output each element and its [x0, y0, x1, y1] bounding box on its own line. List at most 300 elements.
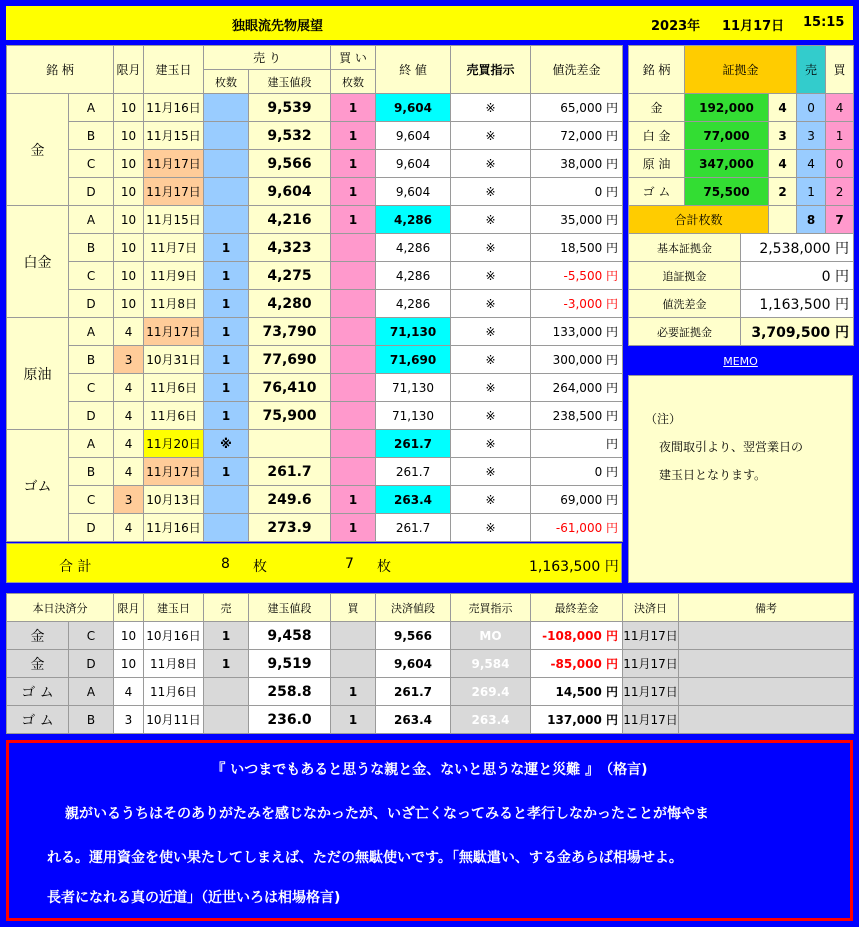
settle-note [679, 706, 854, 734]
sell-count [204, 486, 249, 514]
sell-count [204, 206, 249, 234]
contract-month: 3 [114, 346, 144, 374]
header-owarine: 終 値 [376, 46, 451, 94]
position-row [7, 430, 623, 458]
header-maisu-buy: 枚数 [331, 70, 376, 94]
position-row [7, 290, 623, 318]
buy-count [331, 290, 376, 318]
settle-header-kai: 買 [331, 594, 376, 622]
quote-line-4: 長者になれる真の近道」（近世いろは相場格言) [47, 890, 341, 906]
mark-to-market: 35,000 円 [531, 206, 623, 234]
contract-sub: B [69, 346, 114, 374]
settle-final-diff: -85,000 円 [531, 650, 623, 678]
trade-signal: ※ [451, 374, 531, 402]
contract-sub: B [69, 234, 114, 262]
commodity-group: ゴム [7, 430, 69, 542]
margin-total-label: 合計枚数 [629, 206, 769, 234]
settle-header-nedan: 建玉値段 [249, 594, 331, 622]
settlement-row [7, 706, 854, 734]
sell-count: 1 [204, 374, 249, 402]
settle-sub: D [69, 650, 114, 678]
margin-amount: 192,000 [685, 94, 769, 122]
close-price: 71,690 [376, 346, 451, 374]
trade-signal: ※ [451, 94, 531, 122]
total-sell: 8 [221, 556, 230, 572]
position-row [7, 402, 623, 430]
close-price: 4,286 [376, 206, 451, 234]
trade-signal: ※ [451, 178, 531, 206]
open-price: 4,280 [249, 290, 331, 318]
settle-date: 11月17日 [623, 678, 679, 706]
sell-count [204, 514, 249, 542]
mark-to-market: 72,000 円 [531, 122, 623, 150]
open-price: 9,604 [249, 178, 331, 206]
settle-price: 9,604 [376, 650, 451, 678]
close-price: 9,604 [376, 122, 451, 150]
contract-month: 4 [114, 402, 144, 430]
position-row [7, 234, 623, 262]
margin-summary-row [629, 318, 854, 346]
contract-sub: B [69, 122, 114, 150]
mark-to-market: 38,000 円 [531, 150, 623, 178]
sell-count: 1 [204, 262, 249, 290]
settle-sell [204, 678, 249, 706]
margin-buy: 0 [826, 150, 854, 178]
settle-open-date: 10月11日 [144, 706, 204, 734]
header-gengetsu: 限月 [114, 46, 144, 94]
mark-to-market: 0 円 [531, 178, 623, 206]
contract-sub: A [69, 94, 114, 122]
mark-to-market: 65,000 円 [531, 94, 623, 122]
open-price: 75,900 [249, 402, 331, 430]
settle-date: 11月17日 [623, 706, 679, 734]
contract-sub: C [69, 150, 114, 178]
close-price: 9,604 [376, 178, 451, 206]
contract-sub: A [69, 318, 114, 346]
margin-header-kai: 買 [826, 46, 854, 94]
open-price: 9,539 [249, 94, 331, 122]
trade-signal: ※ [451, 346, 531, 374]
contract-sub: A [69, 206, 114, 234]
buy-count: 1 [331, 486, 376, 514]
open-date: 11月20日 [144, 430, 204, 458]
open-price: 4,216 [249, 206, 331, 234]
summary-value: 1,163,500 円 [741, 290, 854, 318]
margin-summary-row [629, 290, 854, 318]
open-date: 11月17日 [144, 178, 204, 206]
settle-header-gengetsu: 限月 [114, 594, 144, 622]
settle-header-tategyokubi: 建玉日 [144, 594, 204, 622]
close-price: 71,130 [376, 374, 451, 402]
contract-sub: D [69, 402, 114, 430]
settle-commodity: ゴ ム [7, 678, 69, 706]
header-kai: 買 い [331, 46, 376, 70]
trade-signal: ※ [451, 150, 531, 178]
settle-signal: MO [451, 622, 531, 650]
commodity-group: 原油 [7, 318, 69, 430]
settle-commodity: 金 [7, 650, 69, 678]
time-label: 15:15 [803, 15, 845, 30]
mark-to-market: -61,000 円 [531, 514, 623, 542]
margin-row [629, 122, 854, 150]
settle-buy: 1 [331, 706, 376, 734]
close-price: 261.7 [376, 514, 451, 542]
contract-sub: C [69, 374, 114, 402]
buy-count [331, 374, 376, 402]
contract-sub: A [69, 430, 114, 458]
buy-count [331, 262, 376, 290]
trade-signal: ※ [451, 206, 531, 234]
close-price: 9,604 [376, 150, 451, 178]
mark-to-market: 円 [531, 430, 623, 458]
sell-count: 1 [204, 402, 249, 430]
contract-month: 10 [114, 206, 144, 234]
position-row [7, 458, 623, 486]
open-price: 77,690 [249, 346, 331, 374]
mark-to-market: 0 円 [531, 458, 623, 486]
settle-header-biko: 備考 [679, 594, 854, 622]
memo-line-2: 夜間取引より、翌営業日の [659, 440, 804, 454]
open-price [249, 430, 331, 458]
sell-count: ※ [204, 430, 249, 458]
margin-header-shokokin: 証拠金 [685, 46, 797, 94]
settle-price: 261.7 [376, 678, 451, 706]
position-row [7, 94, 623, 122]
close-price: 263.4 [376, 486, 451, 514]
margin-sell: 4 [797, 150, 826, 178]
trade-signal: ※ [451, 402, 531, 430]
buy-count [331, 234, 376, 262]
settle-date: 11月17日 [623, 622, 679, 650]
settle-month: 3 [114, 706, 144, 734]
trade-signal: ※ [451, 234, 531, 262]
settle-month: 10 [114, 650, 144, 678]
mark-to-market: 238,500 円 [531, 402, 623, 430]
open-price: 261.7 [249, 458, 331, 486]
close-price: 261.7 [376, 458, 451, 486]
open-date: 11月15日 [144, 122, 204, 150]
open-date: 10月31日 [144, 346, 204, 374]
contract-month: 10 [114, 234, 144, 262]
open-date: 11月16日 [144, 94, 204, 122]
margin-count: 4 [769, 150, 797, 178]
margin-amount: 77,000 [685, 122, 769, 150]
total-buy: 7 [345, 556, 354, 572]
mark-to-market: 133,000 円 [531, 318, 623, 346]
open-price: 9,532 [249, 122, 331, 150]
open-date: 11月16日 [144, 514, 204, 542]
margin-buy: 4 [826, 94, 854, 122]
open-date: 11月9日 [144, 262, 204, 290]
margin-count: 4 [769, 94, 797, 122]
mark-to-market: -3,000 円 [531, 290, 623, 318]
settle-note [679, 622, 854, 650]
close-price: 9,604 [376, 94, 451, 122]
settle-note [679, 678, 854, 706]
settle-date: 11月17日 [623, 650, 679, 678]
quote-line-1: 『 いつまでもあると思うな親と金、ないと思うな運と災難 』 （格言) [211, 762, 648, 778]
contract-month: 4 [114, 430, 144, 458]
contract-month: 4 [114, 458, 144, 486]
memo-line-3: 建玉日となります。 [659, 468, 767, 482]
margin-commodity: 白 金 [629, 122, 685, 150]
margin-buy: 2 [826, 178, 854, 206]
settle-final-diff: 137,000 円 [531, 706, 623, 734]
settle-note [679, 650, 854, 678]
settle-header-baibai: 売買指示 [451, 594, 531, 622]
open-date: 11月8日 [144, 290, 204, 318]
buy-count [331, 346, 376, 374]
close-price: 4,286 [376, 262, 451, 290]
settle-price: 263.4 [376, 706, 451, 734]
year-label: 2023年 [651, 19, 701, 34]
total-amount: 1,163,500 円 [529, 559, 619, 575]
settle-sub: C [69, 622, 114, 650]
buy-count: 1 [331, 206, 376, 234]
header-baibai: 売買指示 [451, 46, 531, 94]
contract-month: 4 [114, 514, 144, 542]
sell-count [204, 94, 249, 122]
position-row [7, 262, 623, 290]
margin-header-meigara: 銘 柄 [629, 46, 685, 94]
settle-header-uri: 売 [204, 594, 249, 622]
margin-sell: 3 [797, 122, 826, 150]
commodity-group: 白金 [7, 206, 69, 318]
margin-header-uri: 売 [797, 46, 826, 94]
contract-sub: D [69, 178, 114, 206]
settle-sell [204, 706, 249, 734]
contract-month: 10 [114, 122, 144, 150]
header-uri: 売 り [204, 46, 331, 70]
settle-month: 10 [114, 622, 144, 650]
quote-box [6, 740, 853, 921]
summary-value: 0 円 [741, 262, 854, 290]
contract-sub: D [69, 290, 114, 318]
open-date: 11月17日 [144, 318, 204, 346]
margin-row [629, 178, 854, 206]
position-row [7, 178, 623, 206]
position-row [7, 318, 623, 346]
summary-label: 追証拠金 [629, 262, 741, 290]
settlement-row [7, 678, 854, 706]
trade-signal: ※ [451, 290, 531, 318]
settle-price: 9,566 [376, 622, 451, 650]
margin-total-sell: 8 [797, 206, 826, 234]
settle-commodity: 金 [7, 622, 69, 650]
settle-header-saishu: 最終差金 [531, 594, 623, 622]
header-meigara: 銘 柄 [7, 46, 114, 94]
buy-count [331, 402, 376, 430]
total-label: 合 計 [59, 559, 92, 575]
sell-count [204, 178, 249, 206]
sell-count: 1 [204, 234, 249, 262]
margin-table [628, 45, 854, 346]
close-price: 71,130 [376, 402, 451, 430]
settle-header-kessaibi: 決済日 [623, 594, 679, 622]
contract-sub: D [69, 514, 114, 542]
sell-count: 1 [204, 346, 249, 374]
buy-count [331, 430, 376, 458]
buy-count: 1 [331, 150, 376, 178]
buy-count [331, 458, 376, 486]
trade-signal: ※ [451, 458, 531, 486]
summary-label: 必要証拠金 [629, 318, 741, 346]
close-price: 261.7 [376, 430, 451, 458]
margin-row [629, 150, 854, 178]
settle-open-price: 9,519 [249, 650, 331, 678]
margin-buy: 1 [826, 122, 854, 150]
settle-open-date: 11月6日 [144, 678, 204, 706]
position-row [7, 206, 623, 234]
margin-count: 3 [769, 122, 797, 150]
contract-sub: B [69, 458, 114, 486]
mark-to-market: -5,500 円 [531, 262, 623, 290]
memo-line-1: （注） [645, 412, 682, 426]
margin-sell: 1 [797, 178, 826, 206]
open-date: 11月6日 [144, 374, 204, 402]
quote-line-3: れる。運用資金を使い果たしてしまえば、ただの無駄使いです。「無駄遣い、する金あらば相場せよ。 [47, 850, 683, 866]
settlement-table [6, 593, 854, 734]
trade-signal: ※ [451, 122, 531, 150]
margin-commodity: ゴ ム [629, 178, 685, 206]
margin-count: 2 [769, 178, 797, 206]
sell-count: 1 [204, 290, 249, 318]
sell-count [204, 122, 249, 150]
margin-summary-row [629, 262, 854, 290]
margin-amount: 75,500 [685, 178, 769, 206]
contract-month: 10 [114, 178, 144, 206]
position-row [7, 374, 623, 402]
buy-count [331, 318, 376, 346]
header-nearai: 値洗差金 [531, 46, 623, 94]
mark-to-market: 18,500 円 [531, 234, 623, 262]
settle-final-diff: -108,000 円 [531, 622, 623, 650]
contract-sub: C [69, 486, 114, 514]
summary-value: 2,538,000 円 [741, 234, 854, 262]
position-row [7, 514, 623, 542]
settle-sub: A [69, 678, 114, 706]
margin-summary-row [629, 234, 854, 262]
trade-signal: ※ [451, 262, 531, 290]
trade-signal: ※ [451, 430, 531, 458]
open-price: 249.6 [249, 486, 331, 514]
position-row [7, 122, 623, 150]
buy-count: 1 [331, 122, 376, 150]
contract-month: 4 [114, 318, 144, 346]
close-price: 4,286 [376, 290, 451, 318]
settle-open-price: 258.8 [249, 678, 331, 706]
commodity-group: 金 [7, 94, 69, 206]
trade-signal: ※ [451, 514, 531, 542]
margin-sell: 0 [797, 94, 826, 122]
open-price: 4,275 [249, 262, 331, 290]
open-date: 11月15日 [144, 206, 204, 234]
memo-link[interactable]: MEMO [628, 349, 853, 375]
header-maisu-sell: 枚数 [204, 70, 249, 94]
contract-month: 10 [114, 94, 144, 122]
buy-count: 1 [331, 178, 376, 206]
page-title: 独眼流先物展望 [232, 19, 324, 34]
settle-month: 4 [114, 678, 144, 706]
settle-open-price: 9,458 [249, 622, 331, 650]
total-sell-unit: 枚 [253, 559, 267, 575]
sell-count [204, 150, 249, 178]
close-price: 71,130 [376, 318, 451, 346]
open-price: 76,410 [249, 374, 331, 402]
settlement-row [7, 650, 854, 678]
memo-box [628, 375, 853, 583]
settle-open-date: 11月8日 [144, 650, 204, 678]
total-buy-unit: 枚 [377, 559, 391, 575]
mark-to-market: 300,000 円 [531, 346, 623, 374]
trade-signal: ※ [451, 486, 531, 514]
settle-open-price: 236.0 [249, 706, 331, 734]
settle-signal: 263.4 [451, 706, 531, 734]
open-price: 273.9 [249, 514, 331, 542]
open-date: 11月17日 [144, 150, 204, 178]
position-row [7, 486, 623, 514]
open-date: 11月17日 [144, 458, 204, 486]
settle-buy [331, 622, 376, 650]
open-price: 4,323 [249, 234, 331, 262]
settlement-row [7, 622, 854, 650]
buy-count: 1 [331, 514, 376, 542]
summary-value: 3,709,500 円 [741, 318, 854, 346]
positions-table [6, 45, 623, 542]
contract-month: 3 [114, 486, 144, 514]
margin-commodity: 原 油 [629, 150, 685, 178]
mark-to-market: 69,000 円 [531, 486, 623, 514]
settle-header-kessai: 決済値段 [376, 594, 451, 622]
position-row [7, 150, 623, 178]
settle-final-diff: 14,500 円 [531, 678, 623, 706]
position-row [7, 346, 623, 374]
open-date: 11月7日 [144, 234, 204, 262]
buy-count: 1 [331, 94, 376, 122]
settle-buy: 1 [331, 678, 376, 706]
sell-count: 1 [204, 318, 249, 346]
margin-amount: 347,000 [685, 150, 769, 178]
contract-sub: C [69, 262, 114, 290]
settle-sell: 1 [204, 622, 249, 650]
margin-total-buy: 7 [826, 206, 854, 234]
open-date: 10月13日 [144, 486, 204, 514]
header-price: 建玉値段 [249, 70, 331, 94]
open-date: 11月6日 [144, 402, 204, 430]
total-row [6, 543, 622, 583]
open-price: 9,566 [249, 150, 331, 178]
settle-commodity: ゴ ム [7, 706, 69, 734]
title-bar [6, 6, 853, 40]
settle-sell: 1 [204, 650, 249, 678]
quote-line-2: 親がいるうちはそのありがたみを感じなかったが、いざ亡くなってみると孝行しなかったことが悔やま [65, 806, 709, 822]
settle-signal: 9,584 [451, 650, 531, 678]
settle-signal: 269.4 [451, 678, 531, 706]
date-label: 11月17日 [722, 19, 785, 34]
contract-month: 10 [114, 262, 144, 290]
mark-to-market: 264,000 円 [531, 374, 623, 402]
margin-commodity: 金 [629, 94, 685, 122]
trade-signal: ※ [451, 318, 531, 346]
contract-month: 10 [114, 150, 144, 178]
contract-month: 10 [114, 290, 144, 318]
margin-row [629, 94, 854, 122]
close-price: 4,286 [376, 234, 451, 262]
open-price: 73,790 [249, 318, 331, 346]
settle-open-date: 10月16日 [144, 622, 204, 650]
summary-label: 基本証拠金 [629, 234, 741, 262]
sell-count: 1 [204, 458, 249, 486]
